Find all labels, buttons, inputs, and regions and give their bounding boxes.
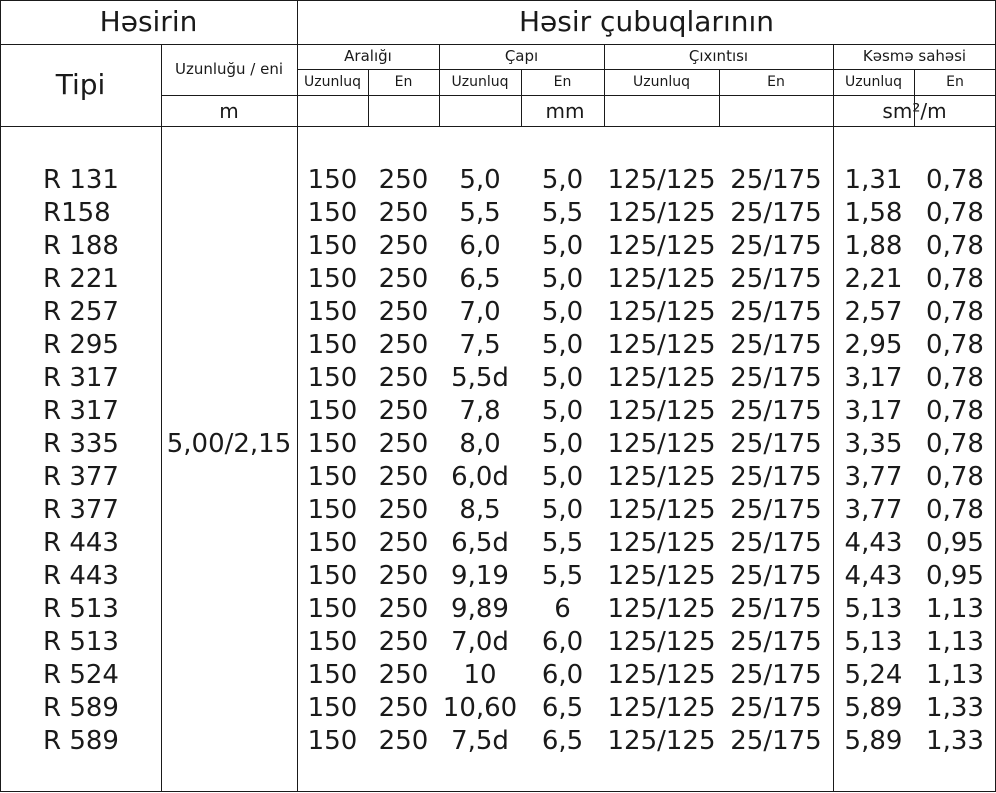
cell-area-len: 3,35	[844, 428, 903, 459]
cell-spacing-len: 150	[307, 725, 358, 756]
cell-spacing-wid: 250	[378, 428, 429, 459]
cell-spacing-len: 150	[307, 263, 358, 294]
column-area-width	[914, 163, 996, 757]
cell-overhang-len: 125/125	[607, 626, 716, 657]
cell-diameter-len: 6,5d	[451, 527, 509, 558]
cell-overhang-len: 125/125	[607, 230, 716, 261]
cell-area-wid: 0,78	[926, 197, 984, 228]
header-length-width: Uzunluğu / eni	[174, 60, 284, 78]
cell-spacing-len: 150	[307, 329, 358, 360]
column-spacing-width	[368, 163, 439, 757]
cell-diameter-len: 10	[463, 659, 497, 690]
cell-area-wid: 0,78	[926, 329, 984, 360]
cell-overhang-wid: 25/175	[730, 659, 822, 690]
cell-overhang-len: 125/125	[607, 164, 716, 195]
cell-diameter-wid: 5,0	[541, 428, 584, 459]
cell-overhang-len: 125/125	[607, 593, 716, 624]
cell-diameter-len: 6,0d	[451, 461, 509, 492]
cell-spacing-wid: 250	[378, 230, 429, 261]
cell-overhang-wid: 25/175	[730, 329, 822, 360]
sub-area-length: Uzunluq	[845, 74, 902, 90]
cell-overhang-len: 125/125	[607, 692, 716, 723]
sub-spacing-length: Uzunluq	[304, 74, 361, 90]
cell-type: R 295	[43, 329, 119, 360]
cell-overhang-wid: 25/175	[730, 560, 822, 591]
cell-spacing-wid: 250	[378, 560, 429, 591]
cell-spacing-len: 150	[307, 428, 358, 459]
cell-spacing-len: 150	[307, 560, 358, 591]
cell-diameter-len: 6,5	[459, 263, 501, 294]
cell-spacing-wid: 250	[378, 725, 429, 756]
cell-type: R 377	[43, 494, 119, 525]
cell-type: R 513	[43, 626, 119, 657]
column-overhang-width	[719, 163, 833, 757]
header-overhang: Çıxıntısı	[688, 47, 749, 65]
cell-overhang-wid: 25/175	[730, 362, 822, 393]
cell-area-wid: 0,78	[926, 230, 984, 261]
cell-area-len: 2,95	[844, 329, 903, 360]
cell-area-wid: 1,13	[926, 659, 984, 690]
cell-area-wid: 1,13	[926, 593, 984, 624]
sub-spacing-width: En	[394, 74, 413, 90]
cell-area-wid: 0,78	[926, 263, 984, 294]
cell-spacing-wid: 250	[378, 494, 429, 525]
cell-area-len: 1,31	[844, 164, 903, 195]
header-section-area: Kəsmə sahəsi	[862, 47, 967, 65]
cell-spacing-wid: 250	[378, 593, 429, 624]
cell-overhang-wid: 25/175	[730, 296, 822, 327]
cell-type: R 131	[43, 164, 119, 195]
cell-spacing-len: 150	[307, 230, 358, 261]
cell-area-len: 3,77	[844, 461, 903, 492]
cell-overhang-wid: 25/175	[730, 461, 822, 492]
cell-area-wid: 1,13	[926, 626, 984, 657]
cell-diameter-len: 6,0	[459, 230, 501, 261]
column-diameter-length	[439, 163, 521, 757]
cell-spacing-len: 150	[307, 461, 358, 492]
cell-overhang-wid: 25/175	[730, 230, 822, 261]
cell-diameter-len: 7,0	[459, 296, 501, 327]
cell-area-wid: 0,78	[926, 296, 984, 327]
cell-spacing-len: 150	[307, 593, 358, 624]
cell-spacing-wid: 250	[378, 329, 429, 360]
cell-spacing-len: 150	[307, 164, 358, 195]
cell-spacing-wid: 250	[378, 461, 429, 492]
cell-area-len: 5,13	[844, 626, 903, 657]
cell-diameter-len: 5,5d	[451, 362, 509, 393]
header-mesh: Həsirin	[99, 5, 198, 38]
cell-diameter-wid: 5,0	[541, 362, 584, 393]
column-type	[43, 163, 158, 757]
cell-overhang-wid: 25/175	[730, 395, 822, 426]
cell-type: R 589	[43, 692, 119, 723]
cell-overhang-len: 125/125	[607, 197, 716, 228]
cell-diameter-len: 7,5d	[451, 725, 509, 756]
cell-diameter-wid: 5,0	[541, 329, 584, 360]
cell-area-wid: 1,33	[926, 725, 984, 756]
cell-diameter-wid: 5,0	[541, 263, 584, 294]
cell-overhang-len: 125/125	[607, 725, 716, 756]
header-bars: Həsir çubuqlarının	[519, 5, 774, 38]
cell-spacing-len: 150	[307, 197, 358, 228]
cell-area-wid: 0,78	[926, 395, 984, 426]
cell-area-wid: 0,78	[926, 164, 984, 195]
unit-bars: mm	[545, 98, 585, 123]
cell-overhang-wid: 25/175	[730, 593, 822, 624]
cell-area-len: 5,89	[844, 725, 903, 756]
cell-overhang-len: 125/125	[607, 296, 716, 327]
cell-type: R 317	[43, 395, 119, 426]
cell-overhang-wid: 25/175	[730, 725, 822, 756]
sub-diameter-width: En	[553, 74, 572, 90]
cell-diameter-wid: 5,5	[541, 560, 584, 591]
cell-overhang-len: 125/125	[607, 362, 716, 393]
cell-diameter-len: 7,5	[459, 329, 501, 360]
cell-type: R 513	[43, 593, 119, 624]
column-diameter-width	[521, 163, 604, 757]
cell-spacing-len: 150	[307, 395, 358, 426]
cell-type: R158	[43, 197, 111, 228]
cell-overhang-len: 125/125	[607, 494, 716, 525]
cell-overhang-len: 125/125	[607, 428, 716, 459]
cell-spacing-wid: 250	[378, 626, 429, 657]
cell-diameter-wid: 6,0	[541, 659, 584, 690]
cell-spacing-len: 150	[307, 296, 358, 327]
cell-diameter-len: 7,8	[459, 395, 501, 426]
cell-area-len: 2,21	[844, 263, 903, 294]
cell-area-len: 2,57	[844, 296, 903, 327]
cell-spacing-wid: 250	[378, 527, 429, 558]
cell-overhang-len: 125/125	[607, 263, 716, 294]
cell-spacing-len: 150	[307, 494, 358, 525]
cell-overhang-len: 125/125	[607, 329, 716, 360]
sub-overhang-width: En	[767, 74, 785, 90]
cell-spacing-len: 150	[307, 362, 358, 393]
cell-spacing-wid: 250	[378, 692, 429, 723]
cell-spacing-wid: 250	[378, 296, 429, 327]
cell-spacing-wid: 250	[378, 395, 429, 426]
cell-diameter-wid: 5,0	[541, 461, 584, 492]
cell-diameter-len: 8,0	[459, 428, 501, 459]
sub-diameter-length: Uzunluq	[451, 74, 509, 90]
cell-diameter-len: 9,89	[451, 593, 509, 624]
cell-area-len: 5,24	[844, 659, 903, 690]
cell-diameter-wid: 5,0	[541, 230, 584, 261]
column-overhang-length	[604, 163, 719, 757]
cell-overhang-wid: 25/175	[730, 527, 822, 558]
cell-area-wid: 0,78	[926, 428, 984, 459]
cell-diameter-wid: 6,5	[541, 692, 584, 723]
rule-bottom	[0, 791, 996, 792]
cell-overhang-wid: 25/175	[730, 626, 822, 657]
cell-spacing-len: 150	[307, 527, 358, 558]
cell-type: R 221	[43, 263, 119, 294]
size-length-width: 5,00/2,15	[166, 429, 292, 459]
cell-overhang-len: 125/125	[607, 461, 716, 492]
cell-diameter-wid: 5,5	[541, 527, 584, 558]
cell-spacing-wid: 250	[378, 263, 429, 294]
cell-area-wid: 0,78	[926, 494, 984, 525]
cell-diameter-wid: 6,0	[541, 626, 584, 657]
cell-overhang-wid: 25/175	[730, 692, 822, 723]
sub-overhang-length: Uzunluq	[633, 74, 690, 90]
cell-diameter-len: 10,60	[442, 692, 518, 723]
cell-area-len: 3,17	[844, 362, 903, 393]
cell-diameter-len: 7,0d	[451, 626, 509, 657]
cell-area-len: 4,43	[844, 527, 903, 558]
cell-spacing-wid: 250	[378, 362, 429, 393]
cell-diameter-wid: 5,0	[541, 395, 584, 426]
cell-type: R 335	[43, 428, 119, 459]
cell-type: R 524	[43, 659, 119, 690]
cell-overhang-wid: 25/175	[730, 428, 822, 459]
cell-area-len: 1,88	[844, 230, 903, 261]
header-spacing: Aralığı	[344, 47, 392, 65]
cell-overhang-len: 125/125	[607, 395, 716, 426]
cell-diameter-wid: 6	[554, 593, 571, 624]
cell-overhang-wid: 25/175	[730, 494, 822, 525]
cell-area-wid: 0,78	[926, 461, 984, 492]
cell-type: R 317	[43, 362, 119, 393]
header-type: Tipi	[55, 68, 106, 101]
cell-area-len: 4,43	[844, 560, 903, 591]
cell-overhang-wid: 25/175	[730, 164, 822, 195]
cell-overhang-wid: 25/175	[730, 197, 822, 228]
column-area-length	[833, 163, 914, 757]
cell-area-len: 5,13	[844, 593, 903, 624]
cell-diameter-len: 5,0	[459, 164, 501, 195]
cell-diameter-wid: 5,0	[541, 494, 584, 525]
cell-diameter-wid: 5,0	[541, 296, 584, 327]
cell-area-wid: 1,33	[926, 692, 984, 723]
cell-spacing-wid: 250	[378, 197, 429, 228]
sub-area-width: En	[946, 74, 964, 90]
cell-area-len: 3,77	[844, 494, 903, 525]
cell-type: R 589	[43, 725, 119, 756]
cell-type: R 443	[43, 560, 119, 591]
cell-diameter-len: 9,19	[451, 560, 509, 591]
rule-type-size	[161, 44, 162, 792]
cell-area-len: 5,89	[844, 692, 903, 723]
cell-area-len: 1,58	[844, 197, 903, 228]
cell-overhang-wid: 25/175	[730, 263, 822, 294]
cell-area-wid: 0,78	[926, 362, 984, 393]
cell-diameter-wid: 6,5	[541, 725, 584, 756]
cell-type: R 443	[43, 527, 119, 558]
cell-overhang-len: 125/125	[607, 659, 716, 690]
cell-area-wid: 0,95	[926, 560, 984, 591]
cell-diameter-len: 5,5	[459, 197, 501, 228]
cell-type: R 188	[43, 230, 119, 261]
cell-overhang-len: 125/125	[607, 527, 716, 558]
unit-area: sm²/m	[882, 98, 947, 123]
cell-spacing-wid: 250	[378, 164, 429, 195]
cell-type: R 257	[43, 296, 119, 327]
unit-length: m	[219, 98, 239, 123]
cell-type: R 377	[43, 461, 119, 492]
cell-spacing-len: 150	[307, 659, 358, 690]
column-spacing-length	[297, 163, 368, 757]
cell-area-wid: 0,95	[926, 527, 984, 558]
cell-diameter-len: 8,5	[459, 494, 501, 525]
cell-diameter-wid: 5,0	[541, 164, 584, 195]
rule-units	[0, 126, 996, 127]
cell-spacing-len: 150	[307, 626, 358, 657]
cell-spacing-len: 150	[307, 692, 358, 723]
cell-diameter-wid: 5,5	[541, 197, 584, 228]
cell-overhang-len: 125/125	[607, 560, 716, 591]
cell-spacing-wid: 250	[378, 659, 429, 690]
header-diameter: Çapı	[504, 47, 539, 65]
cell-area-len: 3,17	[844, 395, 903, 426]
